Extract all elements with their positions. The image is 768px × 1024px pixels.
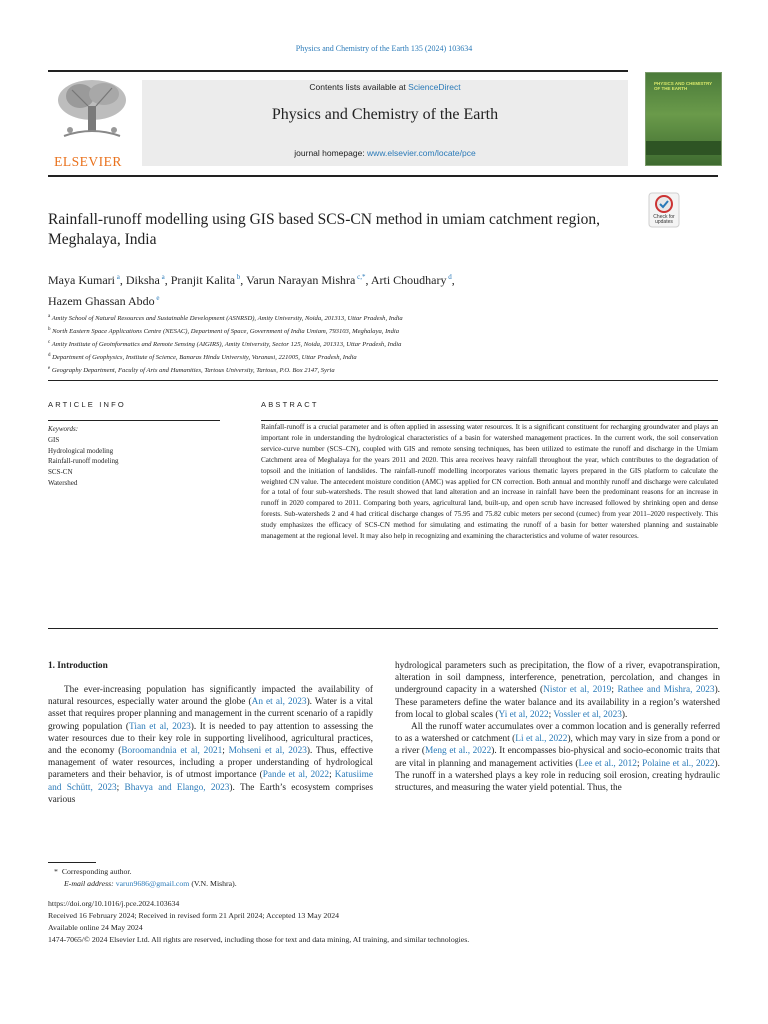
- body-text: ). The Earth’s ecosystem comprises various: [48, 782, 373, 805]
- affiliation-text: Department of Geophysics, Institute of Science, Banaras Hindu University, Varanasi, 221005, Uttar Pradesh, India: [50, 354, 357, 362]
- citation-link[interactable]: Yi et al, 2022: [498, 709, 549, 720]
- citation-link[interactable]: Pande et al, 2022: [262, 770, 330, 781]
- abstract-heading: ABSTRACT: [261, 400, 319, 409]
- body-right-column: [395, 660, 720, 794]
- homepage-prefix: journal homepage:: [294, 148, 368, 158]
- author-affiliation-mark[interactable]: a: [159, 273, 165, 281]
- check-updates-icon: [648, 192, 680, 228]
- author-name[interactable]: Diksha: [125, 273, 160, 287]
- cover-band: [646, 141, 721, 155]
- body-text: ). Water is a vital asset that requires proper planning and management in the current scenario of a rapidly growing population (: [48, 697, 373, 732]
- body-text: ;: [116, 782, 125, 793]
- affiliation-item: [48, 338, 648, 351]
- citation-link[interactable]: Bhavya and Elango, 2023: [124, 782, 230, 793]
- received-dates: Received 16 February 2024; Received in revised form 21 April 2024; Accepted 13 May 2024: [48, 911, 340, 920]
- available-online: Available online 24 May 2024: [48, 923, 143, 932]
- article-info-rule: [48, 420, 220, 421]
- corresponding-mark: *: [54, 867, 58, 876]
- homepage-line: [142, 148, 628, 158]
- intro-paragraph-1: [48, 684, 373, 806]
- abstract-text: Rainfall-runoff is a crucial parameter and is often applied in assessing water resources. It is a significant constituent for recharging groundwater and plays an important role in understanding the hydrological characteristics of a basin for watershed management practices. In the current work, the soil conservation service-curve number (SCS–CN), coupled with GIS and remote sensing techniques, has been utilized to estimate the runoff and discharge in the Umiam Catchment area of Meghalaya for the years 2011 and 2020. This area receives heavy rainfall throughout the year, which contributes to the degradation of topsoil and the initiation of landslides. The rainfall-runoff modelling incorporates various thematic layers prepared in the GIS platform to calculate the weighted CN value. The antecedent moisture condition (AMC) was applied for CN correction. Both annual and monthly runoff and discharge were calculated for a total of four sub-watersheds. The result showed that land alteration and an increase in rainfall have been the predominant reasons for an increase in runoff in 2020 compared to 2011. Comparing both years, agricultural land, built-up, and open scrub have increased followed by shrinking open and dense forests. Sub-watersheds 2 and 4 had critical discharge changes of 75.95 and 75.82 cubic meters per second (cumec) from year 2011–2020 respectively. This study emphasizes the efficacy of SCS-CN method for simulating and estimating the runoff of a basin for better watershed planning and sustainable management at the regional level. It may also help in recognizing and examining the characteristics and volume of water resources.: [261, 423, 718, 541]
- body-text: ), which may vary in size from a pond or a river (: [395, 734, 720, 757]
- citation-link[interactable]: Polaine et al., 2022: [642, 758, 715, 769]
- author-affiliation-mark[interactable]: b: [235, 273, 241, 281]
- affiliation-mark: a: [48, 314, 51, 319]
- header-bottom-rule: [48, 175, 718, 177]
- citation-link[interactable]: Mohseni et al, 2023: [228, 746, 307, 757]
- body-text: All the runoff water accumulates over a common location and is generally referred to as a watershed or catchment (: [395, 722, 720, 745]
- affiliation-text: Amity Institute of Geoinformatics and Remote Sensing (AIGIRS), Amity University, Sector 125, Noida, 201313, Uttar Pradesh, India: [50, 341, 402, 349]
- affiliation-item: [48, 325, 648, 338]
- publisher-name: ELSEVIER: [54, 154, 122, 169]
- affiliation-mark: c: [48, 339, 51, 345]
- email-note: [64, 878, 237, 889]
- affiliation-item: [48, 351, 648, 364]
- article-title: Rainfall-runoff modelling using GIS based SCS-CN method in umiam catchment region, Meghalaya, India: [48, 211, 601, 248]
- elsevier-tree-icon: [52, 76, 132, 140]
- citation-link[interactable]: Katusiime and Schütt, 2023: [48, 770, 373, 793]
- body-text: ). Thus, effective management of water resources, including a proper understanding of hydrological parameters and their behavior, is of utmost importance (: [48, 746, 373, 781]
- contents-prefix: Contents lists available at: [309, 82, 409, 92]
- body-text: ). These parameters define the water balance and its availability in a region’s watershed from local to global scales (: [395, 685, 720, 720]
- body-text: ). The runoff in a watershed plays a key role in reducing soil erosion, creating hydraulic structures, and measuring the water yield potential. Thus, the: [395, 758, 720, 794]
- email-suffix: (V.N. Mishra).: [191, 879, 237, 888]
- author-name[interactable]: Arti Choudhary: [370, 273, 447, 287]
- doi-link[interactable]: https://doi.org/10.1016/j.pce.2024.103634: [48, 899, 180, 908]
- keyword-item: GIS: [48, 435, 60, 444]
- affiliation-text: Amity School of Natural Resources and Sustainable Development (ASNRSD), Amity University, Noida, 201313, Uttar Pradesh, India: [50, 315, 403, 323]
- corresponding-text: Corresponding author.: [61, 867, 132, 876]
- keywords-block: [48, 424, 118, 489]
- body-text: ).: [621, 709, 628, 720]
- citation-link[interactable]: Vossler et al, 2023: [553, 709, 622, 720]
- affiliation-item: [48, 364, 648, 377]
- author-list: Maya Kumari $^a$, Diksha $^a$, Pranjit Kalita $^b$, Varun Narayan Mishra $^{c,*}$, Arti Choudhary $^d$, Hazem Ghassan Abdo $^e$: [48, 273, 455, 308]
- copyright-line: 1474-7065/© 2024 Elsevier Ltd. All rights are reserved, including those for text and data mining, AI training, and similar technologies.: [48, 935, 470, 944]
- elsevier-logo[interactable]: [48, 76, 138, 169]
- author-name[interactable]: Varun Narayan Mishra: [246, 273, 356, 287]
- journal-reference[interactable]: Physics and Chemistry of the Earth 135 (2024) 103634: [295, 44, 473, 53]
- journal-header: [48, 70, 628, 170]
- citation-link[interactable]: An et al, 2023: [251, 697, 307, 708]
- article-info-top-rule: [48, 380, 718, 381]
- corresponding-author-note: [54, 866, 132, 877]
- author-affiliation-mark[interactable]: a: [114, 273, 120, 281]
- citation-link[interactable]: Rathee and Mishra, 2023: [617, 685, 715, 696]
- affiliation-text: Geography Department, Faculty of Arts and Humanities, Tartous University, Tartous, P.O. Box 2147, Syria: [50, 367, 335, 375]
- homepage-link[interactable]: www.elsevier.com/locate/pce: [367, 148, 476, 158]
- affiliation-item: [48, 312, 648, 325]
- journal-cover-thumbnail[interactable]: [645, 72, 722, 166]
- email-label: E-mail address:: [64, 879, 114, 888]
- abstract-rule: [261, 420, 718, 421]
- journal-title: Physics and Chemistry of the Earth: [271, 106, 499, 123]
- footnote-rule: [48, 862, 96, 863]
- body-text: ;: [548, 709, 554, 720]
- intro-paragraph-2: [395, 660, 720, 721]
- journal-info-box: [142, 80, 628, 166]
- body-text: ;: [636, 758, 643, 769]
- body-left-column: [48, 660, 373, 806]
- email-link[interactable]: varun9686@gmail.com: [115, 879, 190, 888]
- citation-link[interactable]: Li et al., 2022: [515, 734, 568, 745]
- body-text: ). It is needed to pay attention to assessing the water resources due to their key role in supporting livelihood, agricultural practices, and the economy (: [48, 721, 373, 757]
- body-text: ;: [329, 770, 335, 781]
- keywords-label: Keywords:: [48, 425, 79, 433]
- check-updates-line2: updates: [655, 219, 673, 225]
- author-name[interactable]: Pranjit Kalita: [170, 273, 236, 287]
- keyword-item: SCS-CN: [48, 468, 73, 477]
- author-affiliation-mark[interactable]: d: [446, 273, 452, 281]
- affiliation-mark: b: [48, 326, 51, 332]
- body-text: ). It encompasses bio-physical and socio-economic traits that are vital in planning and management activities (: [395, 746, 720, 769]
- article-info-heading: ARTICLE INFO: [48, 400, 126, 409]
- author-name[interactable]: Hazem Ghassan Abdo: [48, 294, 155, 308]
- citation-link[interactable]: Boroomandnia et al, 2021: [121, 746, 223, 757]
- check-for-updates-badge[interactable]: [648, 192, 680, 228]
- check-updates-line1: Check for: [653, 214, 675, 220]
- header-top-rule: [48, 70, 628, 72]
- intro-paragraph-3: [395, 721, 720, 794]
- author-name[interactable]: Maya Kumari: [48, 273, 115, 287]
- keyword-item: Hydrological modeling: [48, 446, 114, 455]
- body-text: hydrological parameters such as precipitation, the flow of a river, evapotranspiration, alteration in soil dampness, interference, penetration, percolation, and changes in underground capacity in a watershed (: [395, 661, 720, 696]
- cover-title: PHYSICS AND CHEMISTRY OF THE EARTH: [654, 81, 713, 92]
- body-text: ;: [222, 746, 229, 757]
- citation-link[interactable]: Tian et al, 2023: [129, 721, 191, 732]
- sciencedirect-link[interactable]: ScienceDirect: [408, 82, 461, 92]
- affiliation-mark: d: [48, 352, 51, 358]
- affiliation-mark: e: [48, 365, 51, 371]
- affiliations: [48, 312, 648, 377]
- affiliation-text: North Eastern Space Applications Centre (NESAC), Department of Space, Government of India Umiam, 793103, Meghalaya, India: [50, 328, 400, 336]
- author-affiliation-mark[interactable]: c,*: [355, 273, 366, 281]
- body-text: ;: [611, 685, 618, 696]
- section-heading-introduction: 1. Introduction: [48, 661, 108, 671]
- keyword-item: Watershed: [48, 478, 78, 487]
- citation-link[interactable]: Nistor et al, 2019: [543, 685, 612, 696]
- contents-line: [142, 82, 628, 92]
- keyword-item: Rainfall-runoff modeling: [48, 457, 119, 466]
- author-affiliation-mark[interactable]: e: [154, 294, 160, 302]
- abstract-bottom-rule: [48, 628, 718, 629]
- citation-link[interactable]: Meng et al., 2022: [425, 746, 492, 757]
- citation-link[interactable]: Lee et al., 2012: [578, 758, 637, 769]
- body-text: The ever-increasing population has significantly impacted the availability of natural resources, especially water around the globe (: [48, 685, 373, 708]
